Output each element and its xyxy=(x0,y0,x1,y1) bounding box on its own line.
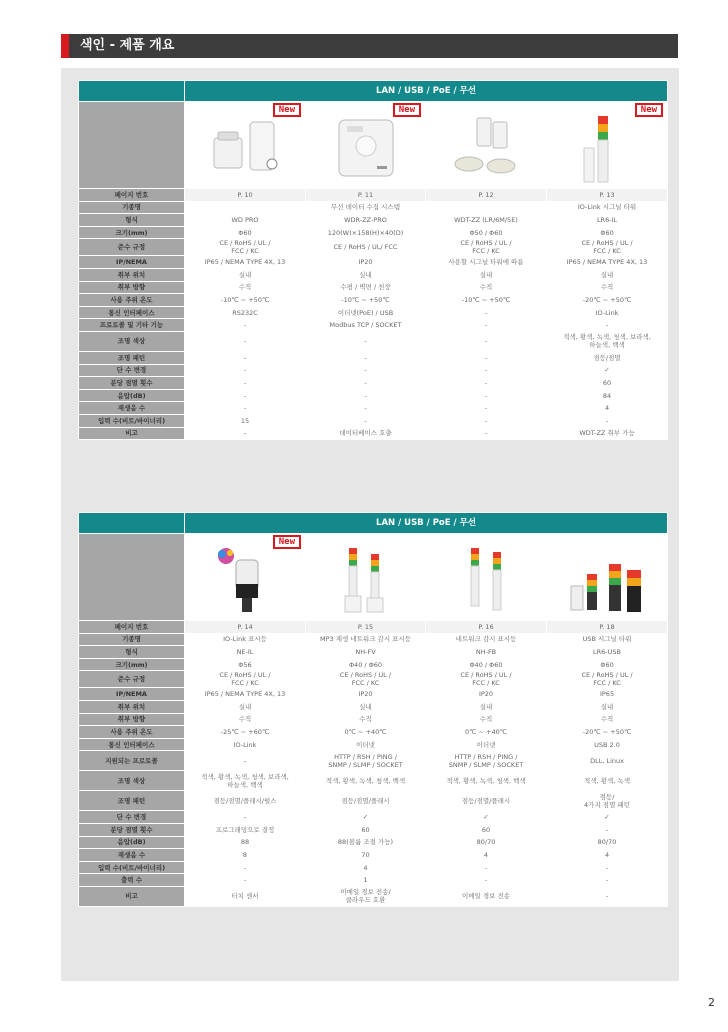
table-cell: - xyxy=(426,377,547,390)
table-cell: 점등/ 4가지 점멸 패턴 xyxy=(547,791,668,811)
table-cell: 네트워크 감시 표시등 xyxy=(426,633,547,646)
table-cell: IP65 / NEMA TYPE 4X, 13 xyxy=(547,256,668,269)
table-cell: 60 xyxy=(306,823,426,836)
table-cell: 적색, 황색, 녹색, 청색, 보라색, 하늘색, 백색 xyxy=(547,331,668,351)
network-tower-mp3-image xyxy=(308,534,423,622)
section-header xyxy=(61,34,678,58)
table-row xyxy=(79,646,668,659)
table-cell: CE / RoHS / UL / FCC / KC xyxy=(306,671,426,688)
row-label: 취부 방향 xyxy=(79,281,185,294)
table-cell: 점등/점멸/플래시/펄스 xyxy=(185,791,306,811)
table-cell: WDT-ZZ (LR/6M/5E) xyxy=(426,214,547,227)
table-cell: HTTP / RSH / PING / SNMP / SLMP / SOCKET xyxy=(426,751,547,771)
table-cell: 프로그래밍으로 결정 xyxy=(185,823,306,836)
table-cell: - xyxy=(547,874,668,887)
table-cell: 이더넷(PoE) / USB xyxy=(306,306,426,319)
new-badge: New xyxy=(273,103,301,117)
table-row xyxy=(79,713,668,726)
table-cell: 수직 xyxy=(306,713,426,726)
table-cell: - xyxy=(426,319,547,332)
table-cell: IP65 / NEMA TYPE 4X, 13 xyxy=(185,256,306,269)
table-row xyxy=(79,427,668,440)
table-cell: - xyxy=(185,389,306,402)
table-cell: 실내 xyxy=(426,700,547,713)
image-row-header xyxy=(79,102,185,189)
table-row xyxy=(79,364,668,377)
table-cell: 수직 xyxy=(185,713,306,726)
new-badge: New xyxy=(273,535,301,549)
table-cell: DLL, Linux xyxy=(547,751,668,771)
table-cell: P. 15 xyxy=(306,621,426,634)
table-cell: IO-Link 시그널 타워 xyxy=(547,201,668,214)
table-cell: 0℃ ~ +40℃ xyxy=(426,726,547,739)
table-cell: 점등/점멸 xyxy=(547,351,668,364)
table-cell: 0℃ ~ +40℃ xyxy=(306,726,426,739)
row-label: 입력 수(비트/바이너리) xyxy=(79,414,185,427)
table-cell: WD PRO xyxy=(185,214,306,227)
table-row xyxy=(79,377,668,390)
row-label: 페이지 번호 xyxy=(79,189,185,202)
table-row xyxy=(79,811,668,824)
row-label: 분당 점멸 횟수 xyxy=(79,823,185,836)
row-label: 사용 주위 온도 xyxy=(79,726,185,739)
table-cell: - xyxy=(426,414,547,427)
row-label: 재생음 수 xyxy=(79,402,185,415)
table-row xyxy=(79,726,668,739)
network-tower-image xyxy=(428,534,544,622)
row-label: 취부 위치 xyxy=(79,700,185,713)
table-row xyxy=(79,414,668,427)
table-cell: -20℃ ~ +50℃ xyxy=(547,294,668,307)
table-cell: P. 11 xyxy=(306,189,426,202)
table-cell: CE / RoHS / UL / FCC / KC xyxy=(547,671,668,688)
table-cell: - xyxy=(426,874,547,887)
table-cell: 수직 xyxy=(426,281,547,294)
row-label: 페이지 번호 xyxy=(79,621,185,634)
table-cell: 4 xyxy=(426,849,547,862)
table-cell: 4 xyxy=(547,849,668,862)
table-cell: IP65 xyxy=(547,688,668,701)
new-badge: New xyxy=(635,103,663,117)
table-cell: NH-FV xyxy=(306,646,426,659)
row-label: 기종명 xyxy=(79,201,185,214)
table-cell: ✓ xyxy=(547,364,668,377)
row-label: 비고 xyxy=(79,427,185,440)
table-row xyxy=(79,351,668,364)
row-label: IP/NEMA xyxy=(79,256,185,269)
table-row xyxy=(79,239,668,256)
row-label: 음압(dB) xyxy=(79,836,185,849)
table-cell: Φ60 xyxy=(547,658,668,671)
table-cell: -10℃ ~ +50℃ xyxy=(426,294,547,307)
row-label: 통신 인터페이스 xyxy=(79,738,185,751)
table-cell: - xyxy=(426,364,547,377)
table-cell: -10℃ ~ +50℃ xyxy=(185,294,306,307)
table-cell: 60 xyxy=(426,823,547,836)
table-cell: CE / RoHS / UL / FCC / KC xyxy=(547,239,668,256)
table-cell: NH-FB xyxy=(426,646,547,659)
table-cell: 적색, 황색, 녹색, 청색, 백색 xyxy=(306,771,426,791)
table-row xyxy=(79,189,668,202)
table-cell: CE / RoHS / UL / FCC / KC xyxy=(185,239,306,256)
row-label: 준수 규정 xyxy=(79,239,185,256)
table-cell: - xyxy=(185,751,306,771)
table-row xyxy=(79,331,668,351)
table-cell: 데이터베이스 호출 xyxy=(306,427,426,440)
header-accent-bar xyxy=(61,34,69,58)
table-cell: - xyxy=(185,874,306,887)
row-label: IP/NEMA xyxy=(79,688,185,701)
table-cell: -20℃ ~ +50℃ xyxy=(547,726,668,739)
table-cell: 이메일 경보 전송/ 클라우드 호환 xyxy=(306,886,426,906)
table-cell: - xyxy=(426,351,547,364)
table-cell: - xyxy=(547,886,668,906)
row-label: 입력 수(비트/바이너리) xyxy=(79,861,185,874)
table-cell: - xyxy=(426,861,547,874)
table-cell: - xyxy=(426,331,547,351)
table-cell: 84 xyxy=(547,389,668,402)
product-image-cell xyxy=(426,534,547,621)
table-cell: LR6-IL xyxy=(547,214,668,227)
wireless-transmitter-set-image xyxy=(428,102,544,182)
table-row xyxy=(79,389,668,402)
table-cell: -25℃ ~ +60℃ xyxy=(185,726,306,739)
table-cell: - xyxy=(185,811,306,824)
table-cell: 수직 xyxy=(547,713,668,726)
product-image-row xyxy=(79,534,668,621)
table-cell: Modbus TCP / SOCKET xyxy=(306,319,426,332)
table-cell: -10℃ ~ +50℃ xyxy=(306,294,426,307)
table-cell: 실내 xyxy=(547,700,668,713)
table-cell: 실내 xyxy=(306,700,426,713)
row-label: 형식 xyxy=(79,646,185,659)
product-table-1 xyxy=(78,80,668,440)
table-cell: 수직 xyxy=(426,713,547,726)
table-row xyxy=(79,751,668,771)
table-cell: P. 10 xyxy=(185,189,306,202)
table-cell: 점등/점멸/플래시 xyxy=(426,791,547,811)
table-heading: LAN / USB / PoE / 무선 xyxy=(185,513,668,534)
table-cell: - xyxy=(306,402,426,415)
table-cell: 80/70 xyxy=(547,836,668,849)
table-cell: 8 xyxy=(185,849,306,862)
table-row xyxy=(79,268,668,281)
table-cell: - xyxy=(306,364,426,377)
table-cell: USB 2.0 xyxy=(547,738,668,751)
table-row xyxy=(79,886,668,906)
row-label: 음압(dB) xyxy=(79,389,185,402)
table-cell: IP20 xyxy=(306,688,426,701)
table-cell: 88 xyxy=(185,836,306,849)
row-label: 취부 방향 xyxy=(79,713,185,726)
table-cell: 사용할 시그널 타워에 따름 xyxy=(426,256,547,269)
product-table-2 xyxy=(78,512,668,907)
table-cell: 1 xyxy=(306,874,426,887)
table-row xyxy=(79,700,668,713)
table-row xyxy=(79,658,668,671)
table-row xyxy=(79,256,668,269)
table-row xyxy=(79,874,668,887)
product-image-row xyxy=(79,102,668,189)
row-label: 조명 색상 xyxy=(79,331,185,351)
table-cell: - xyxy=(306,414,426,427)
table-row xyxy=(79,294,668,307)
table-cell: 88(볼륨 조절 가능) xyxy=(306,836,426,849)
row-label: 지원되는 프로토콜 xyxy=(79,751,185,771)
table-cell: 점등/점멸/플래시 xyxy=(306,791,426,811)
table-cell: 수직 xyxy=(547,281,668,294)
table-cell: 적색, 황색, 녹색 xyxy=(547,771,668,791)
table-heading: LAN / USB / PoE / 무선 xyxy=(185,81,668,102)
row-label: 준수 규정 xyxy=(79,671,185,688)
table-row xyxy=(79,823,668,836)
table-cell: ✓ xyxy=(426,811,547,824)
row-label: 취부 위치 xyxy=(79,268,185,281)
table-row xyxy=(79,306,668,319)
section-title: 색인 - 제품 개요 xyxy=(80,38,175,53)
table-row xyxy=(79,281,668,294)
table-cell: 터치 센서 xyxy=(185,886,306,906)
table-cell: ✓ xyxy=(306,811,426,824)
table-cell: Φ60 xyxy=(547,226,668,239)
table-cell: 4 xyxy=(547,402,668,415)
product-image-cell xyxy=(426,102,547,189)
table-row xyxy=(79,214,668,227)
row-label: 분당 점멸 횟수 xyxy=(79,377,185,390)
table-cell: P. 13 xyxy=(547,189,668,202)
table-cell: MP3 재생 네트워크 감시 표시등 xyxy=(306,633,426,646)
table-cell: P. 16 xyxy=(426,621,547,634)
row-label: 단 수 변경 xyxy=(79,364,185,377)
page-number: 2 xyxy=(708,996,715,1009)
table-cell: IO-Link xyxy=(547,306,668,319)
table-cell: IP20 xyxy=(306,256,426,269)
table-cell: HTTP / RSH / PING / SNMP / SLMP / SOCKET xyxy=(306,751,426,771)
table-cell: CE / RoHS / UL/ FCC xyxy=(306,239,426,256)
table-cell: 실내 xyxy=(185,268,306,281)
row-label: 크기(mm) xyxy=(79,226,185,239)
table-cell: 이더넷 xyxy=(426,738,547,751)
table-cell: - xyxy=(185,319,306,332)
table-cell: 이더넷 xyxy=(306,738,426,751)
table-cell: - xyxy=(426,306,547,319)
table-cell: 70 xyxy=(306,849,426,862)
row-label: 사용 주위 온도 xyxy=(79,294,185,307)
table-cell: - xyxy=(306,377,426,390)
table-cell: - xyxy=(426,389,547,402)
table-cell: - xyxy=(306,351,426,364)
image-row-header xyxy=(79,534,185,621)
table-cell: - xyxy=(547,319,668,332)
table-cell: 적색, 황색, 녹색, 청색, 보라색, 하늘색, 백색 xyxy=(185,771,306,791)
table-row xyxy=(79,688,668,701)
table-cell: NE-IL xyxy=(185,646,306,659)
row-label: 비고 xyxy=(79,886,185,906)
row-label: 단 수 변경 xyxy=(79,811,185,824)
table-cell: CE / RoHS / UL / FCC / KC xyxy=(185,671,306,688)
row-label: 출력 수 xyxy=(79,874,185,887)
table-row xyxy=(79,319,668,332)
table-cell: - xyxy=(185,861,306,874)
table-cell: WDT-ZZ 취부 가능 xyxy=(547,427,668,440)
table-cell: 15 xyxy=(185,414,306,427)
table-cell: - xyxy=(185,351,306,364)
table-cell: P. 12 xyxy=(426,189,547,202)
table-cell: Φ40 / Φ60 xyxy=(306,658,426,671)
table-cell: Φ40 / Φ60 xyxy=(426,658,547,671)
table-row xyxy=(79,836,668,849)
row-label: 재생음 수 xyxy=(79,849,185,862)
table-cell: Φ56 xyxy=(185,658,306,671)
table-row xyxy=(79,201,668,214)
table-cell: - xyxy=(426,427,547,440)
table-cell: - xyxy=(185,331,306,351)
product-image-cell xyxy=(547,534,668,621)
product-image-cell xyxy=(185,534,306,621)
table-cell: - xyxy=(306,331,426,351)
table-row xyxy=(79,226,668,239)
table-cell: - xyxy=(185,427,306,440)
table-cell: 120(W)×158(H)×40(D) xyxy=(306,226,426,239)
table-cell: CE / RoHS / UL / FCC / KC xyxy=(426,239,547,256)
table-row xyxy=(79,633,668,646)
table-cell: 무선 데이터 수집 시스템 xyxy=(185,201,547,214)
table-cell: Φ60 xyxy=(185,226,306,239)
table-cell: 실내 xyxy=(185,700,306,713)
row-label: 형식 xyxy=(79,214,185,227)
table-cell: USB 시그널 타워 xyxy=(547,633,668,646)
table-row xyxy=(79,771,668,791)
row-label: 크기(mm) xyxy=(79,658,185,671)
table-cell: - xyxy=(426,402,547,415)
row-label: 조명 패턴 xyxy=(79,351,185,364)
row-label: 조명 패턴 xyxy=(79,791,185,811)
row-label: 통신 인터페이스 xyxy=(79,306,185,319)
table-cell: - xyxy=(547,861,668,874)
table-spacer xyxy=(79,81,185,102)
table-cell: 실내 xyxy=(426,268,547,281)
table-row xyxy=(79,621,668,634)
row-label: 프로토콜 및 기타 기능 xyxy=(79,319,185,332)
product-image-cell xyxy=(185,102,306,189)
row-label: 기종명 xyxy=(79,633,185,646)
table-cell: 4 xyxy=(306,861,426,874)
table-row xyxy=(79,671,668,688)
table-cell: Φ50 / Φ60 xyxy=(426,226,547,239)
table-cell: - xyxy=(547,823,668,836)
table-cell: IO-Link xyxy=(185,738,306,751)
table-cell: - xyxy=(306,389,426,402)
product-image-cell xyxy=(306,534,426,621)
table-cell: - xyxy=(185,364,306,377)
table-cell: LR6-USB xyxy=(547,646,668,659)
table-cell: 적색, 황색, 녹색, 청색, 백색 xyxy=(426,771,547,791)
table-row xyxy=(79,402,668,415)
table-cell: P. 14 xyxy=(185,621,306,634)
table-cell: - xyxy=(547,414,668,427)
table-cell: RS232C xyxy=(185,306,306,319)
table-cell: CE / RoHS / UL / FCC / KC xyxy=(426,671,547,688)
row-label: 조명 색상 xyxy=(79,771,185,791)
product-image-cell xyxy=(547,102,668,189)
table-cell: WDR-ZZ-PRO xyxy=(306,214,426,227)
table-cell: 실내 xyxy=(306,268,426,281)
table-cell: 60 xyxy=(547,377,668,390)
table-cell: 수평 / 벽면 / 천장 xyxy=(306,281,426,294)
table-cell: 이메일 경보 전송 xyxy=(426,886,547,906)
table-cell: IP20 xyxy=(426,688,547,701)
table-cell: P. 18 xyxy=(547,621,668,634)
table-cell: 80/70 xyxy=(426,836,547,849)
usb-signal-tower-image xyxy=(549,534,665,622)
table-row xyxy=(79,738,668,751)
table-row xyxy=(79,861,668,874)
table-row xyxy=(79,791,668,811)
new-badge: New xyxy=(393,103,421,117)
table-row xyxy=(79,849,668,862)
table-cell: IP65 / NEMA TYPE 4X, 13 xyxy=(185,688,306,701)
table-cell: - xyxy=(185,377,306,390)
table-cell: IO-Link 표시등 xyxy=(185,633,306,646)
table-cell: 실내 xyxy=(547,268,668,281)
table-spacer xyxy=(79,513,185,534)
table-cell: ✓ xyxy=(547,811,668,824)
table-cell: 수직 xyxy=(185,281,306,294)
table-cell: - xyxy=(185,402,306,415)
product-image-cell xyxy=(306,102,426,189)
